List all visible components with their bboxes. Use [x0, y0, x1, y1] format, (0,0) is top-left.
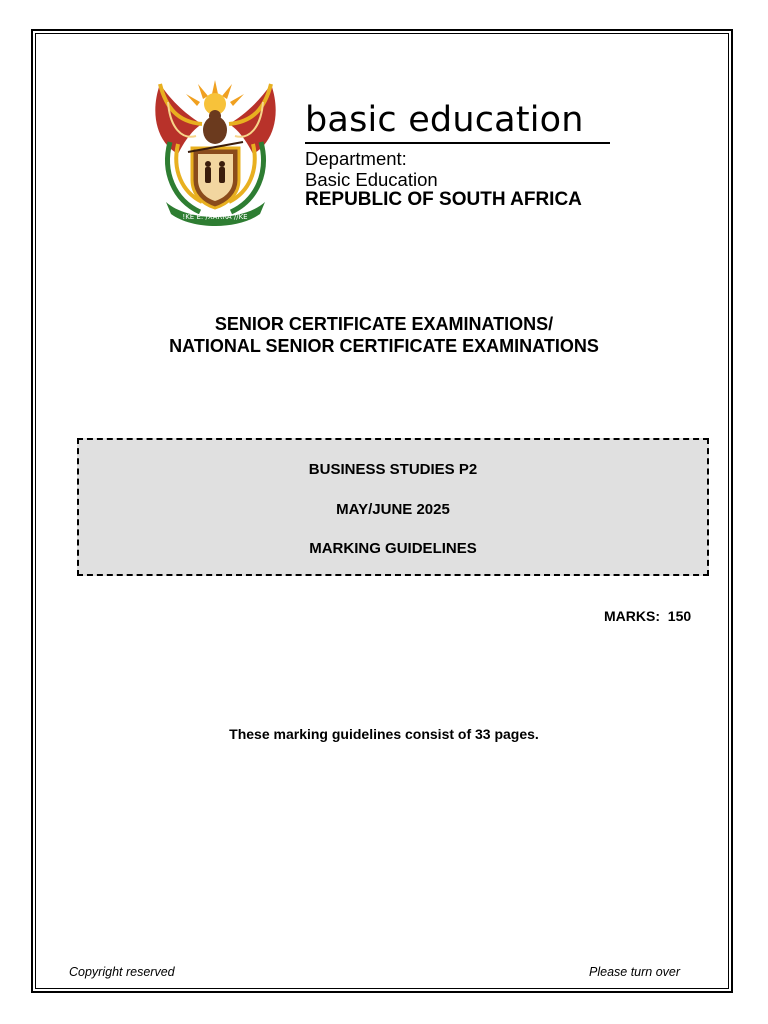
country-name: REPUBLIC OF SOUTH AFRICA	[305, 189, 582, 210]
subject-title: BUSINESS STUDIES P2	[308, 461, 478, 478]
brand-divider	[305, 142, 610, 144]
footer-turn-over: Please turn over	[589, 965, 681, 979]
exam-session: MAY/JUNE 2025	[336, 501, 450, 518]
coat-of-arms-icon	[148, 72, 283, 227]
document-type: MARKING GUIDELINES	[309, 540, 477, 557]
exam-heading-line-2: NATIONAL SENIOR CERTIFICATE EXAMINATIONS	[169, 336, 599, 356]
brand-title: basic education	[305, 100, 584, 140]
department-name: Basic Education	[305, 169, 438, 190]
exam-heading-line-1: SENIOR CERTIFICATE EXAMINATIONS/	[214, 314, 554, 334]
total-marks	[604, 608, 691, 624]
marks-label: MARKS:	[604, 608, 660, 624]
page-count-note: These marking guidelines consist of 33 pages.	[229, 726, 539, 742]
department-label: Department:	[305, 148, 407, 169]
department-logo	[148, 72, 618, 232]
footer-copyright: Copyright reserved	[69, 965, 175, 979]
crest-motto: !KE E: /XARRA //KE	[182, 213, 248, 221]
paper-info-box	[77, 438, 709, 576]
marks-value: 150	[667, 608, 692, 624]
